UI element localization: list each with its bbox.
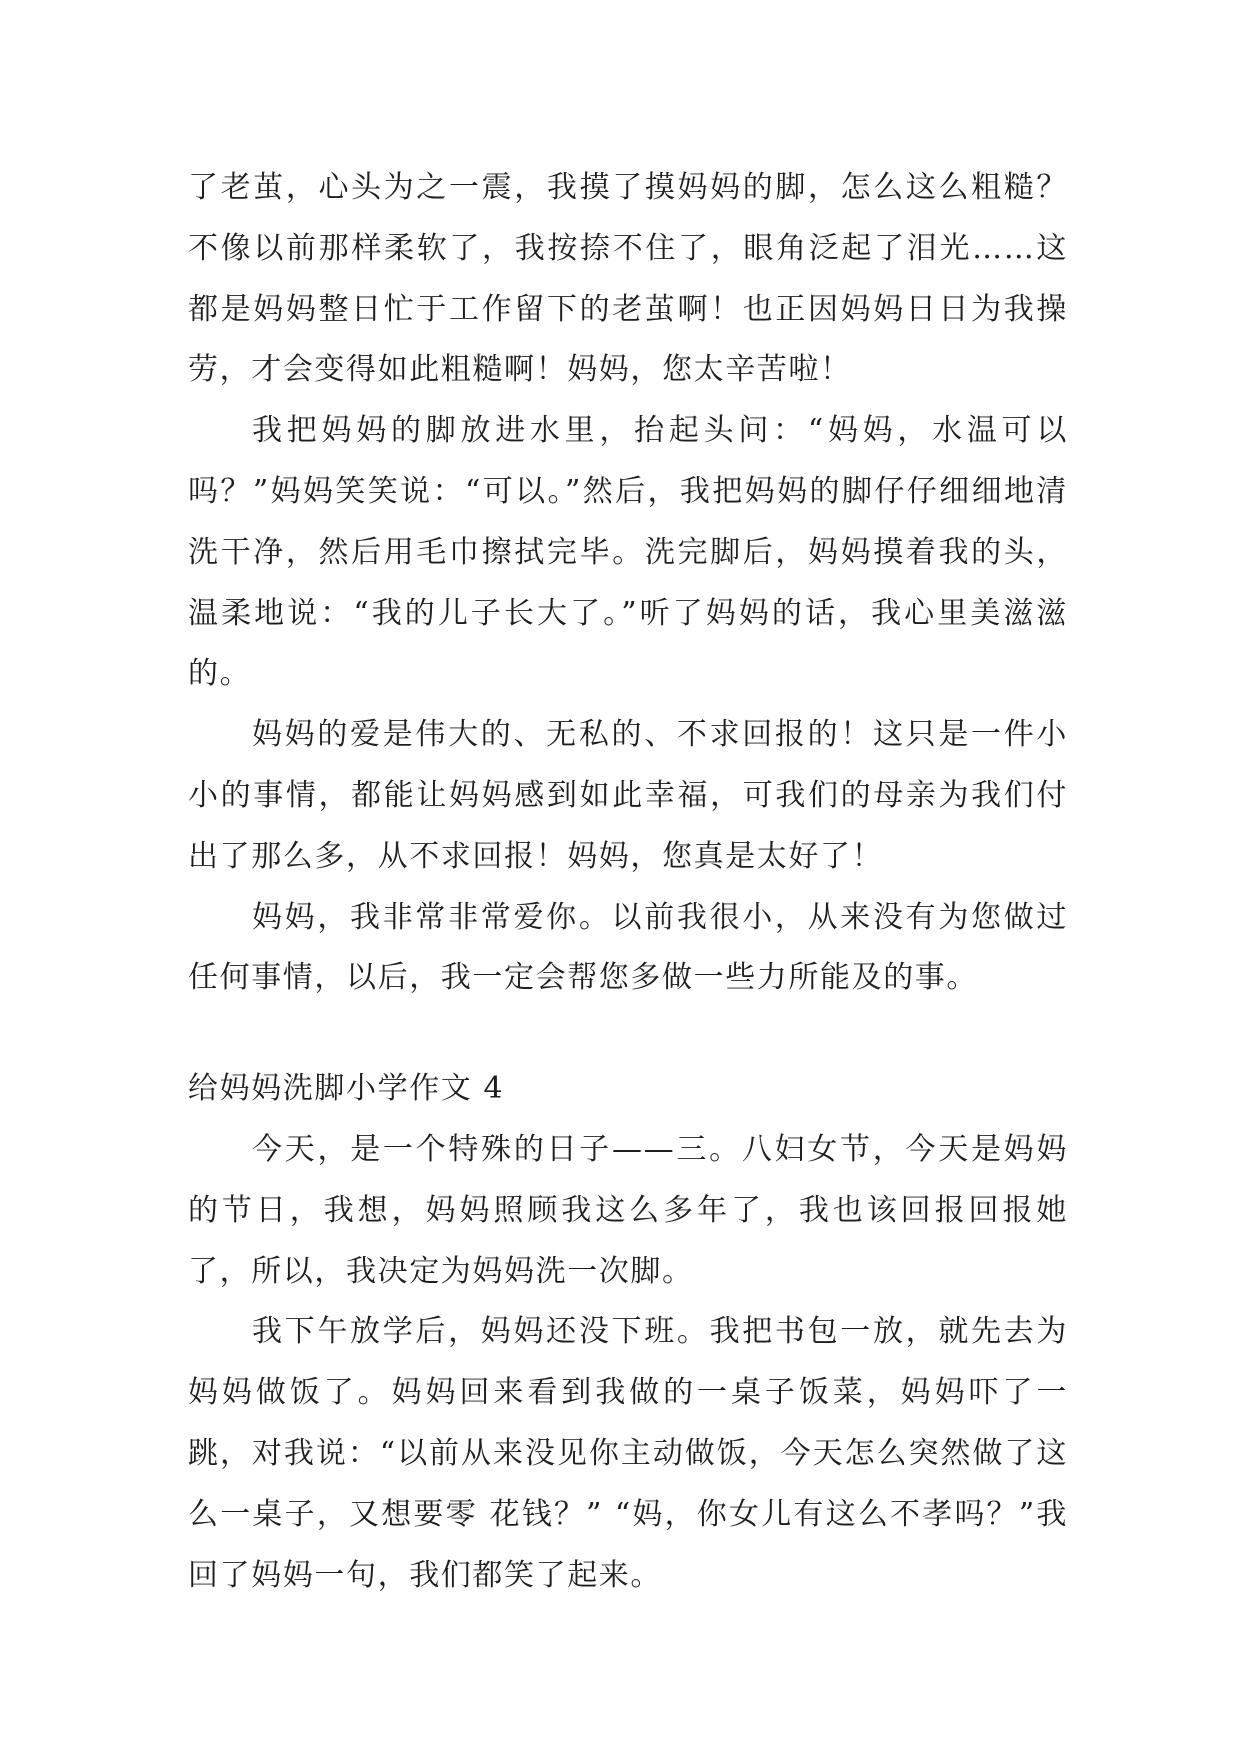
paragraph: 今天，是一个特殊的日子——三。八妇女节，今天是妈妈的节日，我想，妈妈照顾我这么多年了，我也该回报回报她了，所以，我决定为妈妈洗一次脚。 (188, 1131, 1068, 1289)
paragraph: 我把妈妈的脚放进水里，抬起头问：“妈妈，水温可以吗？”妈妈笑笑说：“可以。”然后，我把妈妈的脚仔仔细细地清洗干净，然后用毛巾擦拭完毕。洗完脚后，妈妈摸着我的头，温柔地说：“我的儿子长大了。”听了妈妈的话，我心里美滋滋的。 (188, 413, 1068, 692)
section-title: 给妈妈洗脚小学作文 4 (188, 1071, 505, 1107)
paragraph: 我下午放学后，妈妈还没下班。我把书包一放，就先去为妈妈做饭了。妈妈回来看到我做的一桌子饭菜，妈妈吓了一跳，对我说：“以前从来没见你主动做饭，今天怎么突然做了这么一桌子，又想要零 花钱？” “妈，你女儿有这么不孝吗？”我回了妈妈一句，我们都笑了起来。 (188, 1314, 1068, 1593)
paragraph: 妈妈，我非常非常爱你。以前我很小，从来没有为您做过任何事情，以后，我一定会帮您多做一些力所能及的事。 (188, 899, 1068, 996)
document-body (188, 158, 1068, 1606)
paragraph-continued: 了老茧，心头为之一震，我摸了摸妈妈的脚，怎么这么粗糙？不像以前那样柔软了，我按捺不住了，眼角泛起了泪光……这都是妈妈整日忙于工作留下的老茧啊！也正因妈妈日日为我操劳，才会变得如此粗糙啊！妈妈，您太辛苦啦！ (188, 170, 1068, 388)
paragraph: 妈妈的爱是伟大的、无私的、不求回报的！这只是一件小小的事情，都能让妈妈感到如此幸福，可我们的母亲为我们付出了那么多，从不求回报！妈妈，您真是太好了！ (188, 717, 1068, 874)
